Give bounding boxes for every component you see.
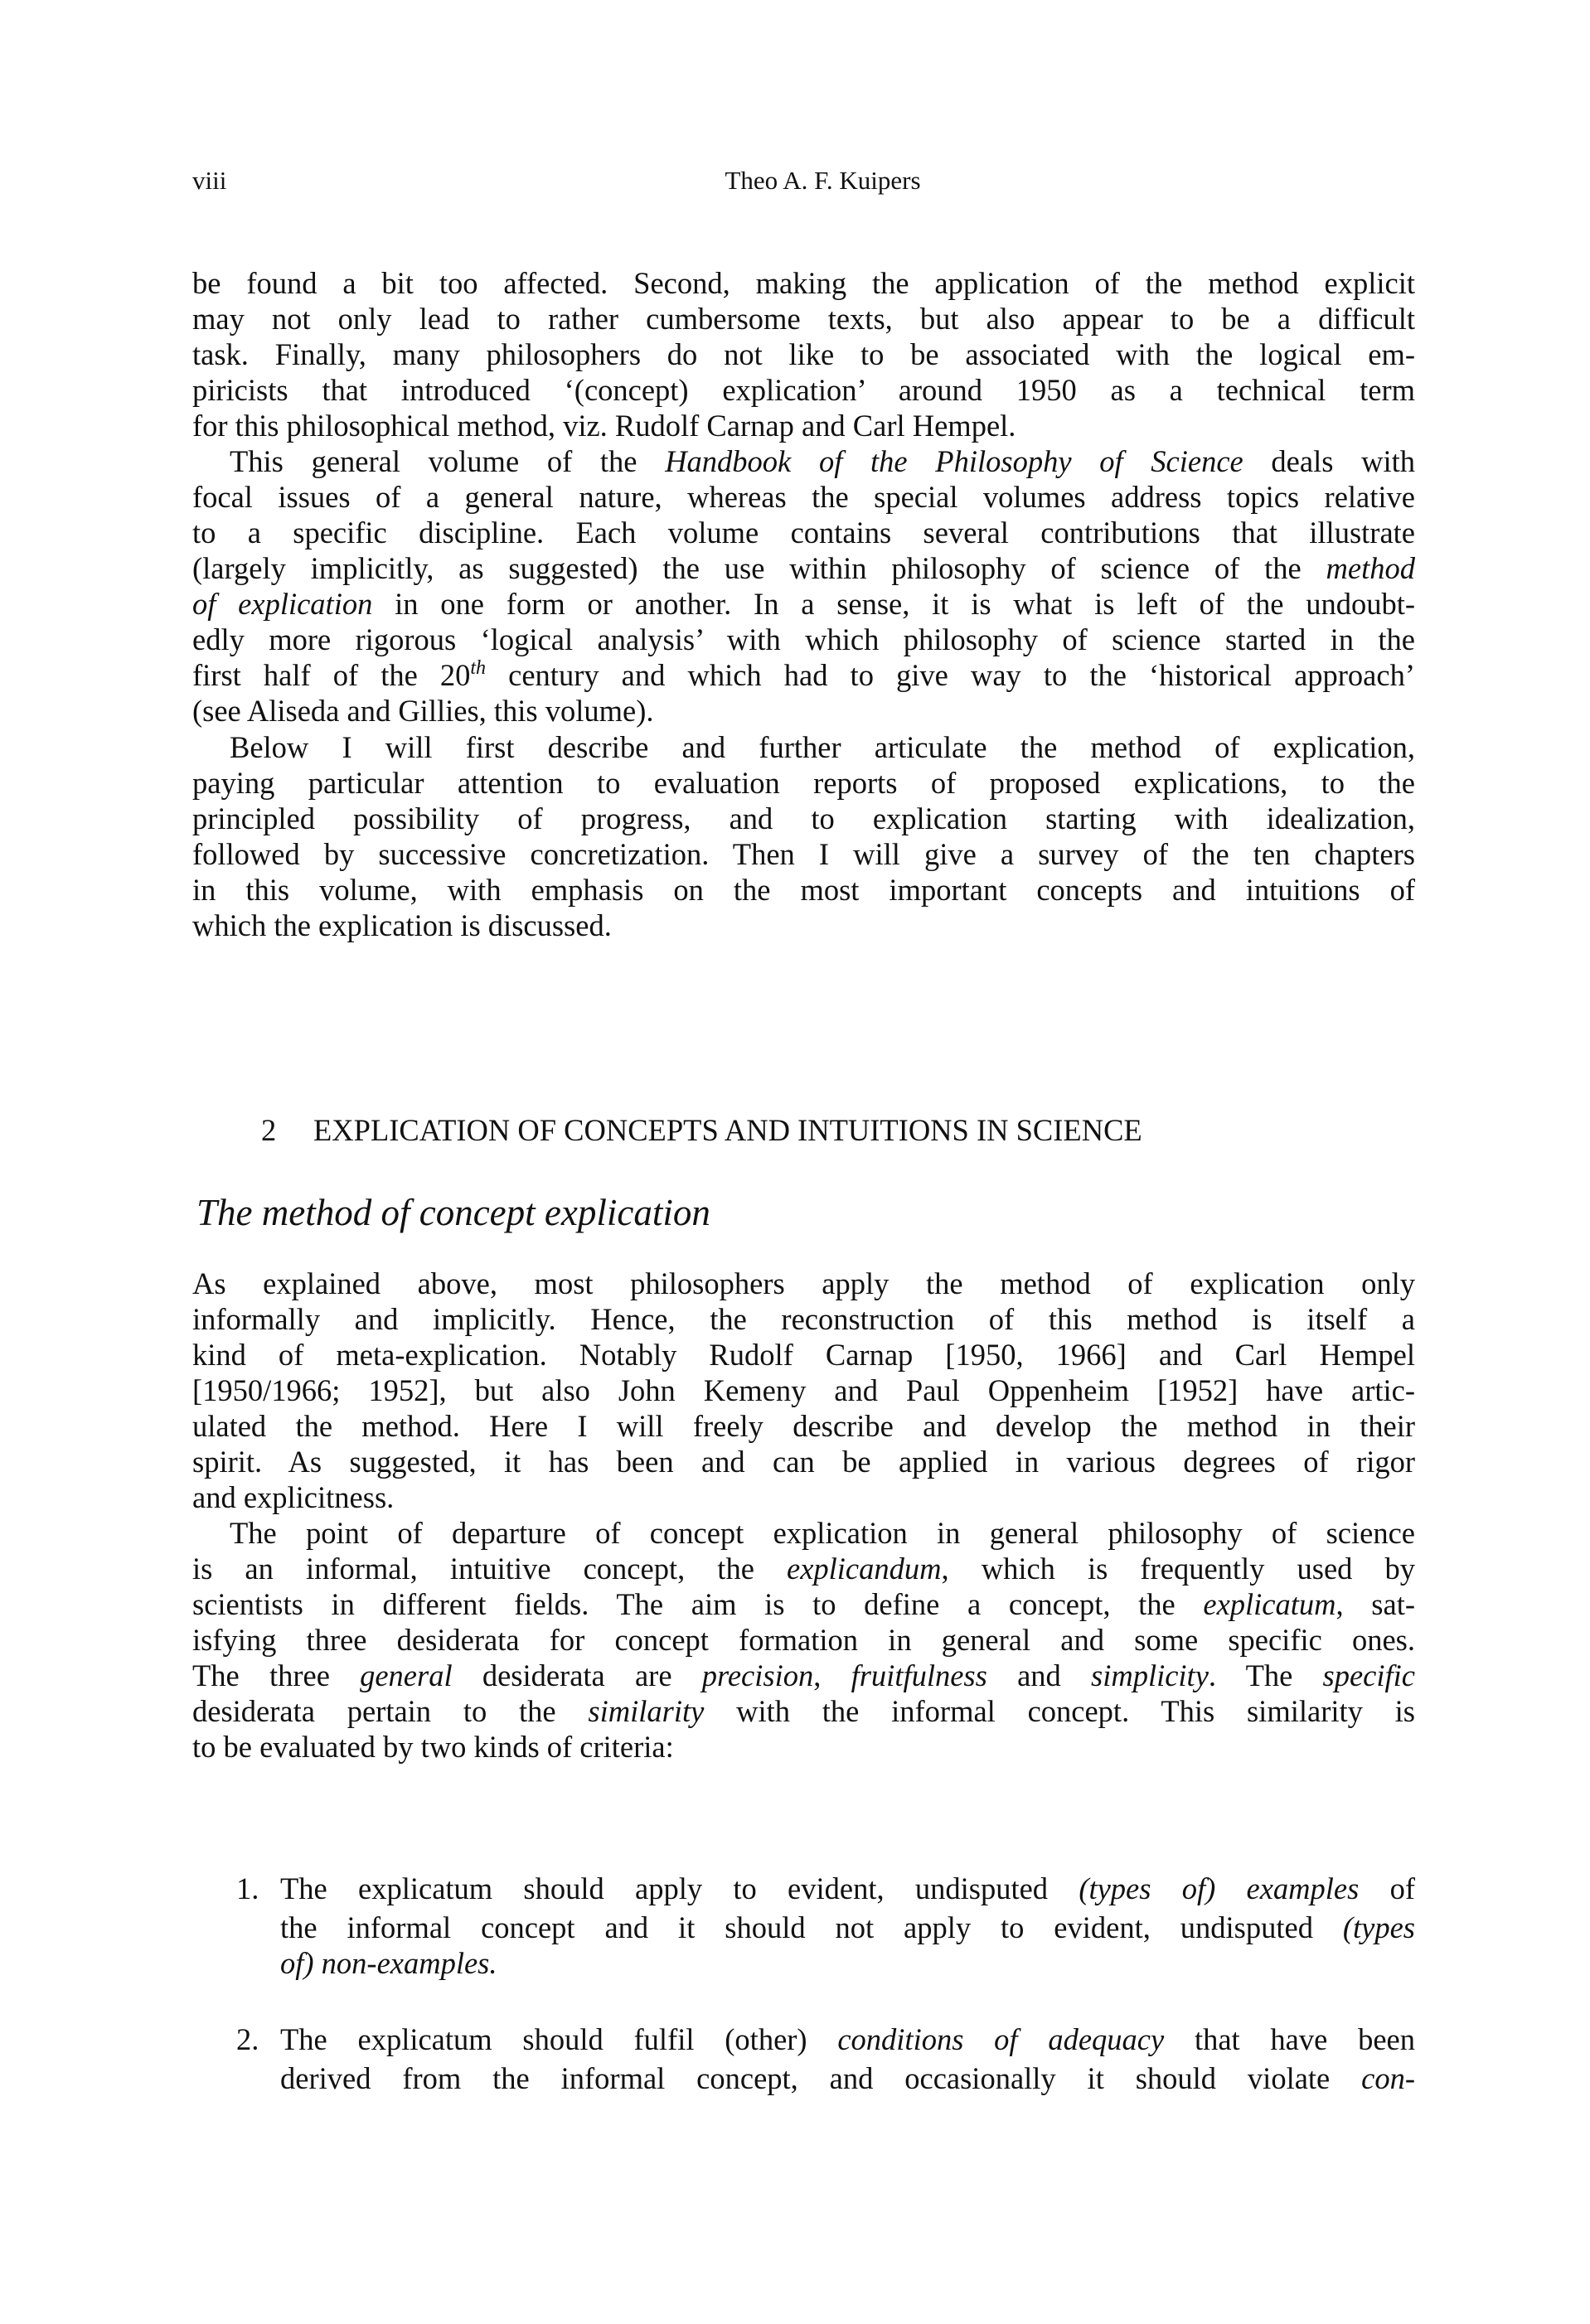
emphasis-text: of) non-examples.: [280, 1946, 497, 1980]
text-line: [192, 301, 1415, 336]
page-number: viii: [192, 166, 227, 195]
text-line: [192, 1337, 1415, 1373]
text-line: [192, 836, 1415, 872]
text-line: [280, 1910, 1415, 1945]
text-run: and: [986, 1658, 1091, 1692]
text-run: deals with: [1243, 444, 1416, 478]
text-run: task. Finally, many philosophers do not like to be associated with the logical em-: [192, 337, 1415, 371]
running-title: Theo A. F. Kuipers: [725, 166, 921, 195]
emphasis-text: method: [1326, 551, 1415, 585]
text-line: [280, 2060, 1415, 2096]
text-run: , which is frequently used by: [941, 1552, 1416, 1586]
text-line: [192, 1373, 1415, 1408]
text-run: . The: [1208, 1658, 1323, 1692]
superscript: th: [470, 657, 487, 679]
subsection-title: The method of concept explication: [196, 1192, 710, 1233]
text-run: first half of the 20: [192, 658, 471, 692]
text-run: ,: [813, 1658, 851, 1692]
text-run: may not only lead to rather cumbersome texts, but also appear to be a difficult: [192, 302, 1415, 336]
text-line: [192, 586, 1415, 622]
text-run: paying particular attention to evaluation reports of proposed explications, to the: [192, 766, 1415, 800]
emphasis-text: precision: [701, 1658, 814, 1692]
text-line: [192, 872, 1415, 908]
text-line: [192, 1551, 1415, 1586]
text-run: spirit. As suggested, it has been and can be applied in various degrees of rigor: [192, 1445, 1415, 1479]
text-line: [192, 1444, 1415, 1479]
text-run: informally and implicitly. Hence, the reconstruction of this method is itself a: [192, 1302, 1415, 1336]
text-run: (see Aliseda and Gillies, this volume).: [192, 694, 654, 728]
text-run: focal issues of a general nature, whereas the special volumes address topics relative: [192, 480, 1415, 514]
text-line: [192, 1266, 1415, 1301]
text-run: in this volume, with emphasis on the most important concepts and intuitions of: [192, 873, 1415, 907]
emphasis-text: (types of) examples: [1079, 1871, 1360, 1905]
text-line: [192, 622, 1415, 657]
text-run: edly more rigorous ‘logical analysis’ with which philosophy of science started in the: [192, 622, 1415, 656]
emphasis-text: conditions of adequacy: [837, 2022, 1165, 2056]
text-run: to a specific discipline. Each volume contains several contributions that illustrate: [192, 516, 1415, 550]
text-run: scientists in different fields. The aim is to define a concept, the: [192, 1587, 1204, 1621]
emphasis-text: fruitfulness: [851, 1658, 987, 1692]
text-line: [192, 1301, 1415, 1337]
emphasis-text: of explication: [192, 587, 373, 621]
text-run: that have been: [1164, 2022, 1415, 2056]
emphasis-text: general: [360, 1658, 453, 1692]
text-run: derived from the informal concept, and occasionally it should violate: [280, 2061, 1362, 2095]
text-run: The point of departure of concept explication in general philosophy of science: [230, 1516, 1415, 1550]
text-line: [192, 765, 1415, 801]
text-line: [230, 729, 1415, 765]
text-line: [192, 336, 1415, 372]
emphasis-text: Handbook of the Philosophy of Science: [665, 444, 1243, 478]
text-run: and explicitness.: [192, 1480, 395, 1514]
list-item-number: 1.: [236, 1871, 259, 1905]
text-run: be found a bit too affected. Second, making the application of the method explicit: [192, 266, 1415, 300]
list-item-number: 2.: [236, 2022, 259, 2056]
text-line: [192, 1479, 1415, 1515]
text-run: piricists that introduced ‘(concept) explication’ around 1950 as a technical term: [192, 373, 1415, 407]
text-line: [192, 801, 1415, 836]
text-run: [1950/1966; 1952], but also John Kemeny and Paul Oppenheim [1952] have artic-: [192, 1373, 1415, 1407]
emphasis-text: specific: [1322, 1658, 1416, 1692]
emphasis-text: con-: [1361, 2061, 1415, 2095]
text-line: [192, 372, 1415, 408]
text-run: The explicatum should apply to evident, undisputed: [280, 1871, 1079, 1905]
text-line: [280, 2021, 1415, 2057]
text-run: is an informal, intuitive concept, the: [192, 1552, 787, 1586]
text-line: [230, 443, 1415, 479]
text-run: Below I will first describe and further articulate the method of explication,: [230, 730, 1415, 764]
text-run: century and which had to give way to the ‘historical approach’: [486, 658, 1415, 692]
text-run: ulated the method. Here I will freely describe and develop the method in their: [192, 1409, 1415, 1443]
text-run: The three: [192, 1658, 361, 1692]
text-line: [230, 1515, 1415, 1551]
text-line: [192, 479, 1415, 515]
text-run: the informal concept and it should not apply to evident, undisputed: [280, 1910, 1343, 1944]
text-run: , sat-: [1336, 1587, 1415, 1621]
text-line: [192, 1622, 1415, 1658]
text-run: (largely implicitly, as suggested) the use within philosophy of science of the: [192, 551, 1326, 585]
emphasis-text: explicandum: [787, 1552, 942, 1586]
emphasis-text: explicatum: [1203, 1587, 1336, 1621]
text-line: [192, 693, 1415, 729]
text-run: desiderata are: [452, 1658, 702, 1692]
text-line: [192, 550, 1415, 586]
text-run: This general volume of the: [230, 444, 666, 478]
text-run: The explicatum should fulfil (other): [280, 2022, 838, 2056]
text-run: in one form or another. In a sense, it is what is left of the undoubt-: [372, 587, 1415, 621]
text-line: [280, 1945, 1415, 1981]
text-run: of: [1359, 1871, 1416, 1905]
section-title: EXPLICATION OF CONCEPTS AND INTUITIONS IN SCIENCE: [313, 1113, 1142, 1147]
emphasis-text: similarity: [588, 1694, 705, 1728]
text-line: [192, 1408, 1415, 1444]
text-line: [192, 1693, 1415, 1729]
text-run: for this philosophical method, viz. Rudolf Carnap and Carl Hempel.: [192, 409, 1016, 443]
text-run: isfying three desiderata for concept formation in general and some specific ones.: [192, 1623, 1415, 1657]
text-run: kind of meta-explication. Notably Rudolf Carnap [1950, 1966] and Carl Hempel: [192, 1338, 1415, 1372]
text-line: [192, 265, 1415, 301]
text-run: As explained above, most philosophers apply the method of explication only: [192, 1266, 1415, 1300]
text-run: with the informal concept. This similarity is: [704, 1694, 1416, 1728]
emphasis-text: simplicity: [1090, 1658, 1209, 1692]
text-run: to be evaluated by two kinds of criteria:: [192, 1730, 674, 1764]
text-run: principled possibility of progress, and to explication starting with idealization,: [192, 801, 1415, 835]
text-line: [280, 1871, 1415, 1906]
text-line: [192, 515, 1415, 550]
text-line: [192, 1586, 1415, 1622]
text-line: [192, 1729, 1415, 1765]
text-run: followed by successive concretization. Then I will give a survey of the ten chapters: [192, 837, 1415, 871]
text-run: which the explication is discussed.: [192, 908, 612, 942]
text-run: desiderata pertain to the: [192, 1694, 589, 1728]
text-line: [192, 908, 1415, 943]
emphasis-text: (types: [1342, 1910, 1415, 1944]
text-line: [192, 408, 1415, 443]
text-line: [192, 657, 1415, 693]
text-line: [192, 1658, 1415, 1693]
section-number: 2: [261, 1113, 277, 1147]
